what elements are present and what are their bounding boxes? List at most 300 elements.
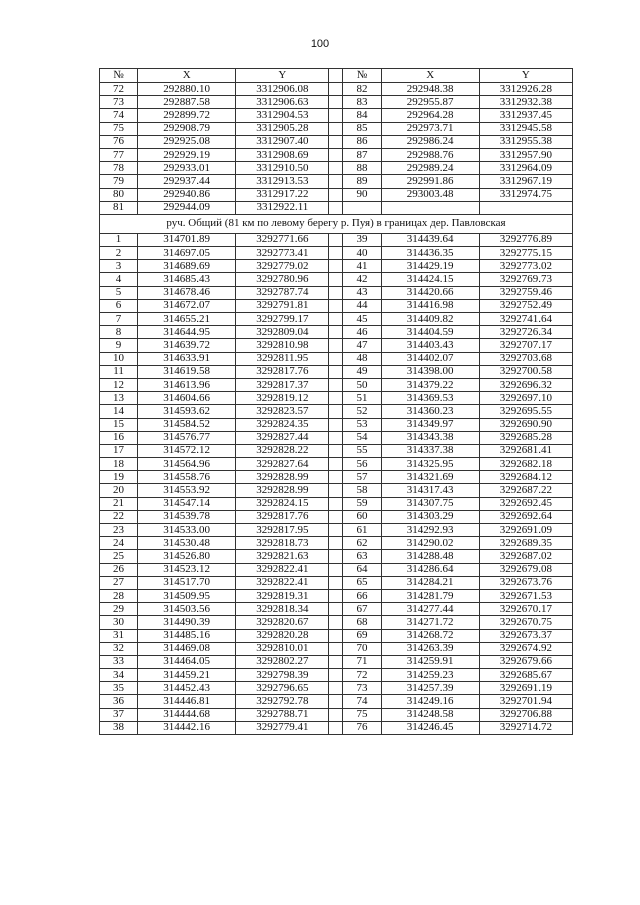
y-coordinate: 3292695.55 xyxy=(479,405,572,418)
x-coordinate: 314444.68 xyxy=(138,708,236,721)
x-coordinate: 314523.12 xyxy=(138,563,236,576)
x-coordinate: 314503.56 xyxy=(138,603,236,616)
y-coordinate: 3292824.35 xyxy=(236,418,329,431)
x-coordinate: 314530.48 xyxy=(138,537,236,550)
point-number: 16 xyxy=(100,431,138,444)
y-coordinate: 3312905.28 xyxy=(236,122,329,135)
y-coordinate: 3292823.57 xyxy=(236,405,329,418)
x-coordinate: 314403.43 xyxy=(381,339,479,352)
x-coordinate: 314436.35 xyxy=(381,247,479,260)
y-coordinate: 3312957.90 xyxy=(479,148,572,161)
x-coordinate: 292948.38 xyxy=(381,83,479,96)
table-row xyxy=(100,162,573,175)
x-coordinate: 314469.08 xyxy=(138,642,236,655)
gap-cell xyxy=(329,96,343,109)
gap-cell xyxy=(329,273,343,286)
gap-cell xyxy=(329,484,343,497)
y-coordinate: 3292673.76 xyxy=(479,576,572,589)
point-number: 1 xyxy=(100,233,138,246)
gap-cell xyxy=(329,392,343,405)
point-number: 55 xyxy=(343,444,381,457)
x-coordinate: 314464.05 xyxy=(138,655,236,668)
y-coordinate: 3292811.95 xyxy=(236,352,329,365)
point-number: 80 xyxy=(100,188,138,201)
table-row xyxy=(100,603,573,616)
point-number: 23 xyxy=(100,524,138,537)
point-number: 72 xyxy=(100,83,138,96)
point-number: 28 xyxy=(100,589,138,602)
x-coordinate: 314379.22 xyxy=(381,378,479,391)
point-number: 86 xyxy=(343,135,381,148)
gap-cell xyxy=(329,247,343,260)
point-number: 46 xyxy=(343,326,381,339)
gap-cell xyxy=(329,299,343,312)
point-number: 76 xyxy=(100,135,138,148)
y-coordinate: 3292684.12 xyxy=(479,471,572,484)
gap-cell xyxy=(329,537,343,550)
x-coordinate: 314689.69 xyxy=(138,260,236,273)
x-coordinate: 314277.44 xyxy=(381,603,479,616)
gap-cell xyxy=(329,629,343,642)
y-coordinate: 3292692.45 xyxy=(479,497,572,510)
x-coordinate: 314257.39 xyxy=(381,682,479,695)
gap-cell xyxy=(329,148,343,161)
table-row xyxy=(100,96,573,109)
y-coordinate: 3292771.66 xyxy=(236,233,329,246)
point-number: 58 xyxy=(343,484,381,497)
x-coordinate: 314701.89 xyxy=(138,233,236,246)
gap-cell xyxy=(329,721,343,734)
x-coordinate: 314485.16 xyxy=(138,629,236,642)
x-coordinate: 314678.46 xyxy=(138,286,236,299)
point-number: 31 xyxy=(100,629,138,642)
point-number: 37 xyxy=(100,708,138,721)
x-coordinate: 314284.21 xyxy=(381,576,479,589)
x-coordinate: 314639.72 xyxy=(138,339,236,352)
x-coordinate: 314672.07 xyxy=(138,299,236,312)
x-coordinate: 292988.76 xyxy=(381,148,479,161)
table-row xyxy=(100,405,573,418)
point-number: 88 xyxy=(343,162,381,175)
table-row xyxy=(100,326,573,339)
x-coordinate: 292929.19 xyxy=(138,148,236,161)
table-row xyxy=(100,365,573,378)
point-number: 63 xyxy=(343,550,381,563)
point-number: 52 xyxy=(343,405,381,418)
gap-cell xyxy=(329,286,343,299)
point-number: 77 xyxy=(100,148,138,161)
x-coordinate: 314317.43 xyxy=(381,484,479,497)
y-coordinate: 3292775.15 xyxy=(479,247,572,260)
point-number: 35 xyxy=(100,682,138,695)
y-coordinate: 3292817.37 xyxy=(236,378,329,391)
header-gap xyxy=(329,69,343,83)
x-coordinate: 314593.62 xyxy=(138,405,236,418)
page-number: 100 xyxy=(310,38,330,50)
y-coordinate: 3292819.31 xyxy=(236,589,329,602)
y-coordinate: 3312964.09 xyxy=(479,162,572,175)
point-number: 49 xyxy=(343,365,381,378)
y-coordinate: 3292791.81 xyxy=(236,299,329,312)
point-number: 81 xyxy=(100,201,138,214)
point-number: 67 xyxy=(343,603,381,616)
header-x: X xyxy=(381,69,479,83)
x-coordinate: 314402.07 xyxy=(381,352,479,365)
y-coordinate xyxy=(479,201,572,214)
table-row xyxy=(100,339,573,352)
y-coordinate: 3312967.19 xyxy=(479,175,572,188)
x-coordinate: 292933.01 xyxy=(138,162,236,175)
gap-cell xyxy=(329,188,343,201)
gap-cell xyxy=(329,418,343,431)
point-number: 42 xyxy=(343,273,381,286)
x-coordinate: 314307.75 xyxy=(381,497,479,510)
table-row xyxy=(100,83,573,96)
table-row xyxy=(100,458,573,471)
table-row xyxy=(100,695,573,708)
y-coordinate: 3292817.95 xyxy=(236,524,329,537)
gap-cell xyxy=(329,603,343,616)
gap-cell xyxy=(329,497,343,510)
y-coordinate: 3292707.17 xyxy=(479,339,572,352)
y-coordinate: 3292798.39 xyxy=(236,669,329,682)
point-number: 89 xyxy=(343,175,381,188)
y-coordinate: 3292822.41 xyxy=(236,563,329,576)
table-row xyxy=(100,721,573,734)
y-coordinate: 3292700.58 xyxy=(479,365,572,378)
y-coordinate: 3312906.63 xyxy=(236,96,329,109)
table-row xyxy=(100,708,573,721)
header-y: Y xyxy=(236,69,329,83)
gap-cell xyxy=(329,471,343,484)
y-coordinate: 3292827.64 xyxy=(236,458,329,471)
gap-cell xyxy=(329,162,343,175)
table-row xyxy=(100,260,573,273)
table-row xyxy=(100,629,573,642)
x-coordinate: 314526.80 xyxy=(138,550,236,563)
y-coordinate: 3292706.88 xyxy=(479,708,572,721)
point-number: 36 xyxy=(100,695,138,708)
table-row xyxy=(100,418,573,431)
x-coordinate: 314619.58 xyxy=(138,365,236,378)
y-coordinate: 3292827.44 xyxy=(236,431,329,444)
x-coordinate: 314564.96 xyxy=(138,458,236,471)
point-number: 76 xyxy=(343,721,381,734)
point-number: 70 xyxy=(343,642,381,655)
point-number: 25 xyxy=(100,550,138,563)
gap-cell xyxy=(329,655,343,668)
point-number: 74 xyxy=(100,109,138,122)
table-row xyxy=(100,471,573,484)
y-coordinate: 3312937.45 xyxy=(479,109,572,122)
table-row xyxy=(100,286,573,299)
y-coordinate: 3312974.75 xyxy=(479,188,572,201)
point-number: 21 xyxy=(100,497,138,510)
x-coordinate: 314572.12 xyxy=(138,444,236,457)
y-coordinate: 3292679.08 xyxy=(479,563,572,576)
y-coordinate: 3292687.22 xyxy=(479,484,572,497)
x-coordinate: 292944.09 xyxy=(138,201,236,214)
y-coordinate: 3292822.41 xyxy=(236,576,329,589)
x-coordinate: 314553.92 xyxy=(138,484,236,497)
x-coordinate: 292989.24 xyxy=(381,162,479,175)
y-coordinate: 3292820.28 xyxy=(236,629,329,642)
table-row xyxy=(100,550,573,563)
gap-cell xyxy=(329,405,343,418)
point-number: 73 xyxy=(100,96,138,109)
x-coordinate: 314268.72 xyxy=(381,629,479,642)
table-row xyxy=(100,537,573,550)
point-number: 6 xyxy=(100,299,138,312)
x-coordinate: 314533.00 xyxy=(138,524,236,537)
y-coordinate: 3312926.28 xyxy=(479,83,572,96)
y-coordinate: 3292817.76 xyxy=(236,510,329,523)
part2-body xyxy=(100,233,573,734)
y-coordinate: 3292821.63 xyxy=(236,550,329,563)
point-number: 26 xyxy=(100,563,138,576)
y-coordinate: 3292690.90 xyxy=(479,418,572,431)
x-coordinate: 314442.16 xyxy=(138,721,236,734)
y-coordinate: 3292682.18 xyxy=(479,458,572,471)
gap-cell xyxy=(329,175,343,188)
table-row xyxy=(100,642,573,655)
point-number: 90 xyxy=(343,188,381,201)
point-number: 7 xyxy=(100,313,138,326)
y-coordinate: 3292828.99 xyxy=(236,471,329,484)
y-coordinate: 3292670.17 xyxy=(479,603,572,616)
x-coordinate: 314439.64 xyxy=(381,233,479,246)
point-number: 20 xyxy=(100,484,138,497)
point-number: 74 xyxy=(343,695,381,708)
y-coordinate: 3292810.98 xyxy=(236,339,329,352)
gap-cell xyxy=(329,365,343,378)
x-coordinate: 314360.23 xyxy=(381,405,479,418)
point-number: 75 xyxy=(343,708,381,721)
point-number: 3 xyxy=(100,260,138,273)
point-number: 45 xyxy=(343,313,381,326)
gap-cell xyxy=(329,260,343,273)
y-coordinate: 3292820.67 xyxy=(236,616,329,629)
point-number: 2 xyxy=(100,247,138,260)
y-coordinate: 3312955.38 xyxy=(479,135,572,148)
table-header-row xyxy=(100,69,573,83)
x-coordinate: 314337.38 xyxy=(381,444,479,457)
x-coordinate: 314613.96 xyxy=(138,378,236,391)
y-coordinate: 3292792.78 xyxy=(236,695,329,708)
gap-cell xyxy=(329,563,343,576)
table-row xyxy=(100,589,573,602)
point-number: 53 xyxy=(343,418,381,431)
point-number: 38 xyxy=(100,721,138,734)
y-coordinate: 3292741.64 xyxy=(479,313,572,326)
y-coordinate: 3292679.66 xyxy=(479,655,572,668)
point-number: 44 xyxy=(343,299,381,312)
point-number: 57 xyxy=(343,471,381,484)
point-number: 65 xyxy=(343,576,381,589)
point-number: 87 xyxy=(343,148,381,161)
y-coordinate: 3292819.12 xyxy=(236,392,329,405)
table-row xyxy=(100,247,573,260)
x-coordinate: 314420.66 xyxy=(381,286,479,299)
header-num: № xyxy=(343,69,381,83)
section-row xyxy=(100,214,573,233)
gap-cell xyxy=(329,444,343,457)
point-number: 62 xyxy=(343,537,381,550)
table-row xyxy=(100,497,573,510)
point-number: 82 xyxy=(343,83,381,96)
coordinates-table xyxy=(99,68,573,735)
point-number: 39 xyxy=(343,233,381,246)
gap-cell xyxy=(329,616,343,629)
x-coordinate: 314288.48 xyxy=(381,550,479,563)
x-coordinate: 314633.91 xyxy=(138,352,236,365)
y-coordinate: 3292779.02 xyxy=(236,260,329,273)
y-coordinate: 3312945.58 xyxy=(479,122,572,135)
y-coordinate: 3292780.96 xyxy=(236,273,329,286)
y-coordinate: 3292691.09 xyxy=(479,524,572,537)
point-number: 40 xyxy=(343,247,381,260)
x-coordinate: 314259.23 xyxy=(381,669,479,682)
point-number: 33 xyxy=(100,655,138,668)
y-coordinate: 3292692.64 xyxy=(479,510,572,523)
y-coordinate: 3292773.02 xyxy=(479,260,572,273)
point-number: 18 xyxy=(100,458,138,471)
x-coordinate: 314584.52 xyxy=(138,418,236,431)
y-coordinate: 3292787.74 xyxy=(236,286,329,299)
point-number: 78 xyxy=(100,162,138,175)
table-row xyxy=(100,510,573,523)
x-coordinate: 292991.86 xyxy=(381,175,479,188)
y-coordinate: 3312917.22 xyxy=(236,188,329,201)
y-coordinate: 3292828.22 xyxy=(236,444,329,457)
point-number: 68 xyxy=(343,616,381,629)
table-row xyxy=(100,273,573,286)
gap-cell xyxy=(329,576,343,589)
gap-cell xyxy=(329,83,343,96)
y-coordinate: 3292670.75 xyxy=(479,616,572,629)
x-coordinate: 292887.58 xyxy=(138,96,236,109)
y-coordinate: 3292673.37 xyxy=(479,629,572,642)
x-coordinate: 292973.71 xyxy=(381,122,479,135)
x-coordinate: 314263.39 xyxy=(381,642,479,655)
y-coordinate: 3292769.73 xyxy=(479,273,572,286)
point-number: 59 xyxy=(343,497,381,510)
y-coordinate: 3312932.38 xyxy=(479,96,572,109)
x-coordinate: 314655.21 xyxy=(138,313,236,326)
y-coordinate: 3292779.41 xyxy=(236,721,329,734)
point-number: 5 xyxy=(100,286,138,299)
x-coordinate: 314292.93 xyxy=(381,524,479,537)
point-number: 10 xyxy=(100,352,138,365)
x-coordinate: 292908.79 xyxy=(138,122,236,135)
table-row xyxy=(100,431,573,444)
x-coordinate: 314539.78 xyxy=(138,510,236,523)
table-row xyxy=(100,148,573,161)
point-number: 34 xyxy=(100,669,138,682)
x-coordinate: 314321.69 xyxy=(381,471,479,484)
gap-cell xyxy=(329,313,343,326)
x-coordinate: 314271.72 xyxy=(381,616,479,629)
header-num: № xyxy=(100,69,138,83)
y-coordinate: 3292714.72 xyxy=(479,721,572,734)
point-number: 69 xyxy=(343,629,381,642)
point-number: 71 xyxy=(343,655,381,668)
x-coordinate: 292899.72 xyxy=(138,109,236,122)
point-number: 19 xyxy=(100,471,138,484)
point-number: 11 xyxy=(100,365,138,378)
y-coordinate: 3292703.68 xyxy=(479,352,572,365)
point-number: 72 xyxy=(343,669,381,682)
y-coordinate: 3292726.34 xyxy=(479,326,572,339)
x-coordinate: 314369.53 xyxy=(381,392,479,405)
point-number: 50 xyxy=(343,378,381,391)
y-coordinate: 3292752.49 xyxy=(479,299,572,312)
y-coordinate: 3292802.27 xyxy=(236,655,329,668)
y-coordinate: 3292701.94 xyxy=(479,695,572,708)
x-coordinate: 293003.48 xyxy=(381,188,479,201)
gap-cell xyxy=(329,642,343,655)
point-number: 13 xyxy=(100,392,138,405)
y-coordinate: 3292681.41 xyxy=(479,444,572,457)
x-coordinate: 314259.91 xyxy=(381,655,479,668)
x-coordinate: 314685.43 xyxy=(138,273,236,286)
x-coordinate: 314398.00 xyxy=(381,365,479,378)
point-number: 85 xyxy=(343,122,381,135)
table-row xyxy=(100,299,573,312)
point-number: 15 xyxy=(100,418,138,431)
part1-body xyxy=(100,83,573,215)
x-coordinate: 314604.66 xyxy=(138,392,236,405)
x-coordinate: 314409.82 xyxy=(381,313,479,326)
table-row xyxy=(100,563,573,576)
x-coordinate: 314459.21 xyxy=(138,669,236,682)
gap-cell xyxy=(329,431,343,444)
x-coordinate: 314452.43 xyxy=(138,682,236,695)
y-coordinate: 3312907.40 xyxy=(236,135,329,148)
point-number: 48 xyxy=(343,352,381,365)
point-number: 56 xyxy=(343,458,381,471)
y-coordinate: 3292776.89 xyxy=(479,233,572,246)
x-coordinate: 314290.02 xyxy=(381,537,479,550)
gap-cell xyxy=(329,326,343,339)
x-coordinate: 292937.44 xyxy=(138,175,236,188)
gap-cell xyxy=(329,122,343,135)
point-number: 43 xyxy=(343,286,381,299)
point-number: 9 xyxy=(100,339,138,352)
x-coordinate: 292940.86 xyxy=(138,188,236,201)
point-number: 61 xyxy=(343,524,381,537)
table-row xyxy=(100,313,573,326)
table-row xyxy=(100,669,573,682)
y-coordinate: 3292691.19 xyxy=(479,682,572,695)
x-coordinate: 314281.79 xyxy=(381,589,479,602)
y-coordinate: 3292696.32 xyxy=(479,378,572,391)
gap-cell xyxy=(329,708,343,721)
gap-cell xyxy=(329,135,343,148)
gap-cell xyxy=(329,201,343,214)
point-number xyxy=(343,201,381,214)
y-coordinate: 3292773.41 xyxy=(236,247,329,260)
point-number: 12 xyxy=(100,378,138,391)
table-row xyxy=(100,352,573,365)
point-number: 73 xyxy=(343,682,381,695)
gap-cell xyxy=(329,458,343,471)
point-number: 4 xyxy=(100,273,138,286)
gap-cell xyxy=(329,669,343,682)
x-coordinate: 292986.24 xyxy=(381,135,479,148)
x-coordinate: 292880.10 xyxy=(138,83,236,96)
x-coordinate: 314325.95 xyxy=(381,458,479,471)
